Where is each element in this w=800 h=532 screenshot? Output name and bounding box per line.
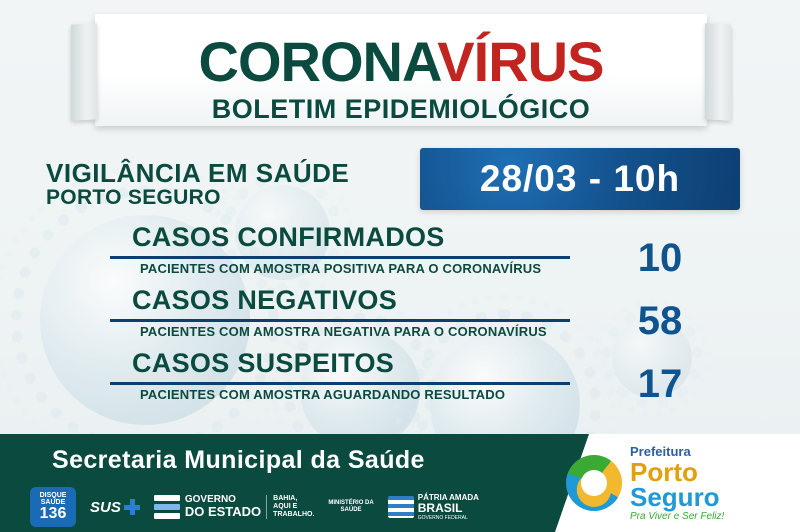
patria-line1: PÁTRIA AMADA: [417, 492, 479, 502]
governo-do-estado-logo: [154, 494, 315, 519]
prefeitura-porto-seguro-logo: [566, 442, 788, 524]
prefeitura-line2: Porto: [630, 457, 698, 488]
ministerio-da-saude-logo: [328, 500, 373, 514]
disque-number: 136: [39, 505, 67, 523]
bahia-flag-icon: [154, 495, 180, 519]
patria-text: [418, 493, 479, 522]
disque-line2: SAÚDE: [40, 499, 66, 506]
governo-line1: GOVERNO: [184, 494, 236, 506]
governo-federal-logo: [388, 493, 479, 522]
prefeitura-line3: Seguro: [630, 482, 720, 512]
page-title: [95, 30, 707, 93]
brasil-flag-icon: [388, 496, 414, 518]
bahia-line1: BAHIA,: [273, 494, 298, 502]
case-divider: [110, 382, 570, 385]
prefeitura-text: [630, 444, 724, 521]
case-row-confirmados: [110, 222, 590, 276]
vigilancia-line1: VIGILÂNCIA EM SAÚDE: [46, 158, 350, 188]
disque-saude-logo: [30, 487, 76, 527]
patria-line2: BRASIL: [417, 500, 463, 515]
case-count-confirmados: 10: [637, 235, 683, 280]
case-row-negativos: [110, 285, 590, 339]
case-label: CASOS CONFIRMADOS: [132, 222, 445, 252]
case-description: PACIENTES COM AMOSTRA POSITIVA PARA O CORONAVÍRUS: [140, 261, 542, 276]
case-divider: [110, 256, 570, 259]
cross-icon: [124, 499, 140, 515]
case-count-suspeitos: 17: [637, 361, 683, 406]
date-badge: [420, 148, 740, 210]
date-badge-label: 28/03 - 10h: [479, 158, 681, 199]
vigilancia-line2: PORTO SEGURO: [46, 186, 221, 210]
case-description: PACIENTES COM AMOSTRA AGUARDANDO RESULTADO: [140, 387, 506, 402]
footer-title: Secretaria Municipal da Saúde: [52, 446, 425, 474]
case-label: CASOS NEGATIVOS: [132, 285, 398, 315]
vigilancia-block: [46, 160, 349, 209]
page-subtitle: BOLETIM EPIDEMIOLÓGICO: [211, 94, 591, 124]
case-description: PACIENTES COM AMOSTRA NEGATIVA PARA O CORONAVÍRUS: [140, 324, 547, 339]
case-row-suspeitos: [110, 348, 590, 402]
ministerio-line2: SAÚDE: [340, 507, 362, 513]
title-virus: VÍRUS: [437, 30, 604, 93]
bahia-line3: TRABALHO.: [273, 511, 315, 519]
sus-label: SUS: [90, 498, 121, 516]
bahia-line2: AQUI E: [273, 502, 298, 510]
case-label: CASOS SUSPEITOS: [132, 348, 395, 378]
governo-text: [185, 494, 261, 519]
title-corona: CORONA: [198, 30, 438, 93]
footer-logo-strip: [30, 486, 479, 528]
bahia-slogan: [266, 495, 314, 519]
case-count-negativos: 58: [637, 298, 683, 343]
patria-line3: GOVERNO FEDERAL: [417, 514, 468, 521]
prefeitura-slogan: Pra Viver e Ser Feliz!: [630, 510, 725, 522]
disque-line1: DISQUE: [39, 491, 67, 499]
prefeitura-line1: Prefeitura: [630, 444, 691, 460]
case-divider: [110, 319, 570, 322]
ministerio-line1: MINISTÉRIO DA: [328, 499, 374, 506]
prefeitura-emblem-icon: [566, 455, 622, 511]
footer-bar: [0, 434, 800, 532]
sus-logo: [90, 499, 140, 516]
header-banner: [95, 14, 707, 126]
governo-line2: DO ESTADO: [184, 504, 262, 520]
